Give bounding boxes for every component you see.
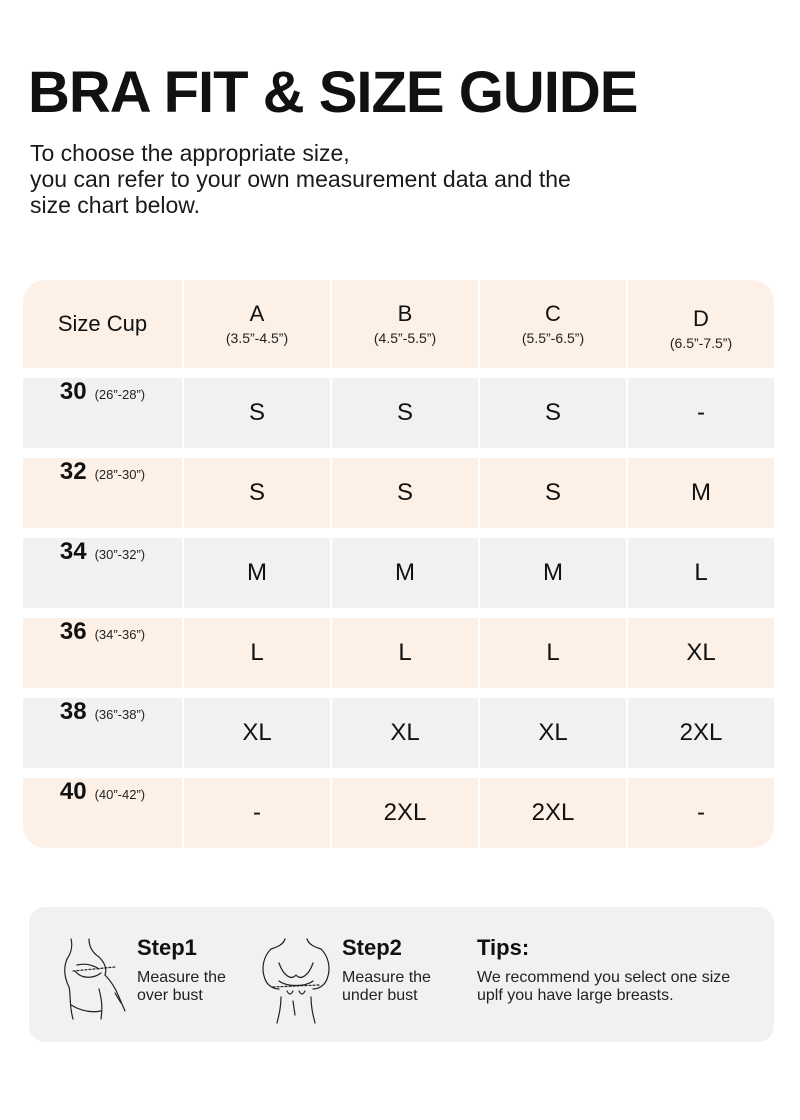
cup-letter: C (545, 301, 561, 326)
band-range: (40”-42”) (94, 787, 146, 802)
step2-line: Measure the (342, 969, 431, 986)
over-bust-figure-icon (59, 935, 131, 1025)
band-38-label (23, 698, 182, 768)
tips-text (477, 969, 767, 1005)
cup-letter: D (693, 306, 709, 331)
size-cell: L (628, 538, 774, 608)
measurement-instructions (29, 907, 774, 1042)
under-bust-figure-icon (257, 935, 335, 1025)
cup-range: (3.5”-4.5”) (225, 330, 289, 346)
intro-line: you can refer to your own measurement data and the (30, 166, 571, 192)
step1-line: Measure the (137, 969, 226, 986)
step2-line: under bust (342, 987, 418, 1004)
cup-header-c (480, 280, 626, 368)
band-range: (34”-36”) (94, 627, 146, 642)
size-cell: XL (184, 698, 330, 768)
band-size: 40 (59, 778, 87, 805)
cup-range: (6.5”-7.5”) (669, 335, 733, 351)
size-cell: 2XL (628, 698, 774, 768)
band-size: 34 (59, 538, 87, 565)
band-size: 36 (59, 618, 87, 645)
band-size: 38 (59, 698, 87, 725)
band-range: (36”-38”) (94, 707, 146, 722)
intro-text (30, 140, 730, 218)
size-chart-table (23, 280, 773, 848)
size-cell: S (184, 458, 330, 528)
tips-line: We recommend you select one size (477, 969, 731, 986)
size-cell: S (184, 378, 330, 448)
band-30-label (23, 378, 182, 448)
size-cell: L (480, 618, 626, 688)
step1-title: Step1 (137, 935, 197, 960)
band-32-label (23, 458, 182, 528)
size-cell: M (184, 538, 330, 608)
size-cell: M (332, 538, 478, 608)
size-cell: - (628, 778, 774, 848)
band-40-label (23, 778, 182, 848)
band-range: (26”-28”) (94, 387, 146, 402)
intro-line: size chart below. (30, 192, 201, 218)
band-34-label (23, 538, 182, 608)
size-cell: XL (480, 698, 626, 768)
step2-title: Step2 (342, 935, 402, 960)
size-cell: 2XL (480, 778, 626, 848)
page-title: BRA FIT & SIZE GUIDE (28, 60, 638, 125)
cup-range: (5.5”-6.5”) (521, 330, 585, 346)
size-cell: - (184, 778, 330, 848)
size-cell: M (480, 538, 626, 608)
band-size: 30 (59, 378, 87, 405)
size-cell: L (332, 618, 478, 688)
band-range: (28”-30”) (94, 467, 146, 482)
cup-letter: B (397, 301, 413, 326)
size-cell: XL (628, 618, 774, 688)
step1-text (137, 969, 226, 1005)
cup-range: (4.5”-5.5”) (373, 330, 437, 346)
tips-title: Tips: (477, 935, 530, 960)
size-cell: S (480, 458, 626, 528)
cup-header-d (628, 280, 774, 368)
cup-letter: A (249, 301, 265, 326)
band-size: 32 (59, 458, 87, 485)
tips-line: uplf you have large breasts. (477, 987, 674, 1004)
step2-text (342, 969, 431, 1005)
band-range: (30”-32”) (94, 547, 146, 562)
size-cell: S (332, 378, 478, 448)
intro-line: To choose the appropriate size, (30, 140, 350, 166)
cup-header-a (184, 280, 330, 368)
size-cell: L (184, 618, 330, 688)
corner-header: Size Cup (23, 280, 182, 368)
size-cell: S (480, 378, 626, 448)
size-cell: - (628, 378, 774, 448)
size-cell: S (332, 458, 478, 528)
size-cell: XL (332, 698, 478, 768)
size-cell: 2XL (332, 778, 478, 848)
size-cell: M (628, 458, 774, 528)
cup-header-b (332, 280, 478, 368)
band-36-label (23, 618, 182, 688)
step1-line: over bust (137, 987, 203, 1004)
